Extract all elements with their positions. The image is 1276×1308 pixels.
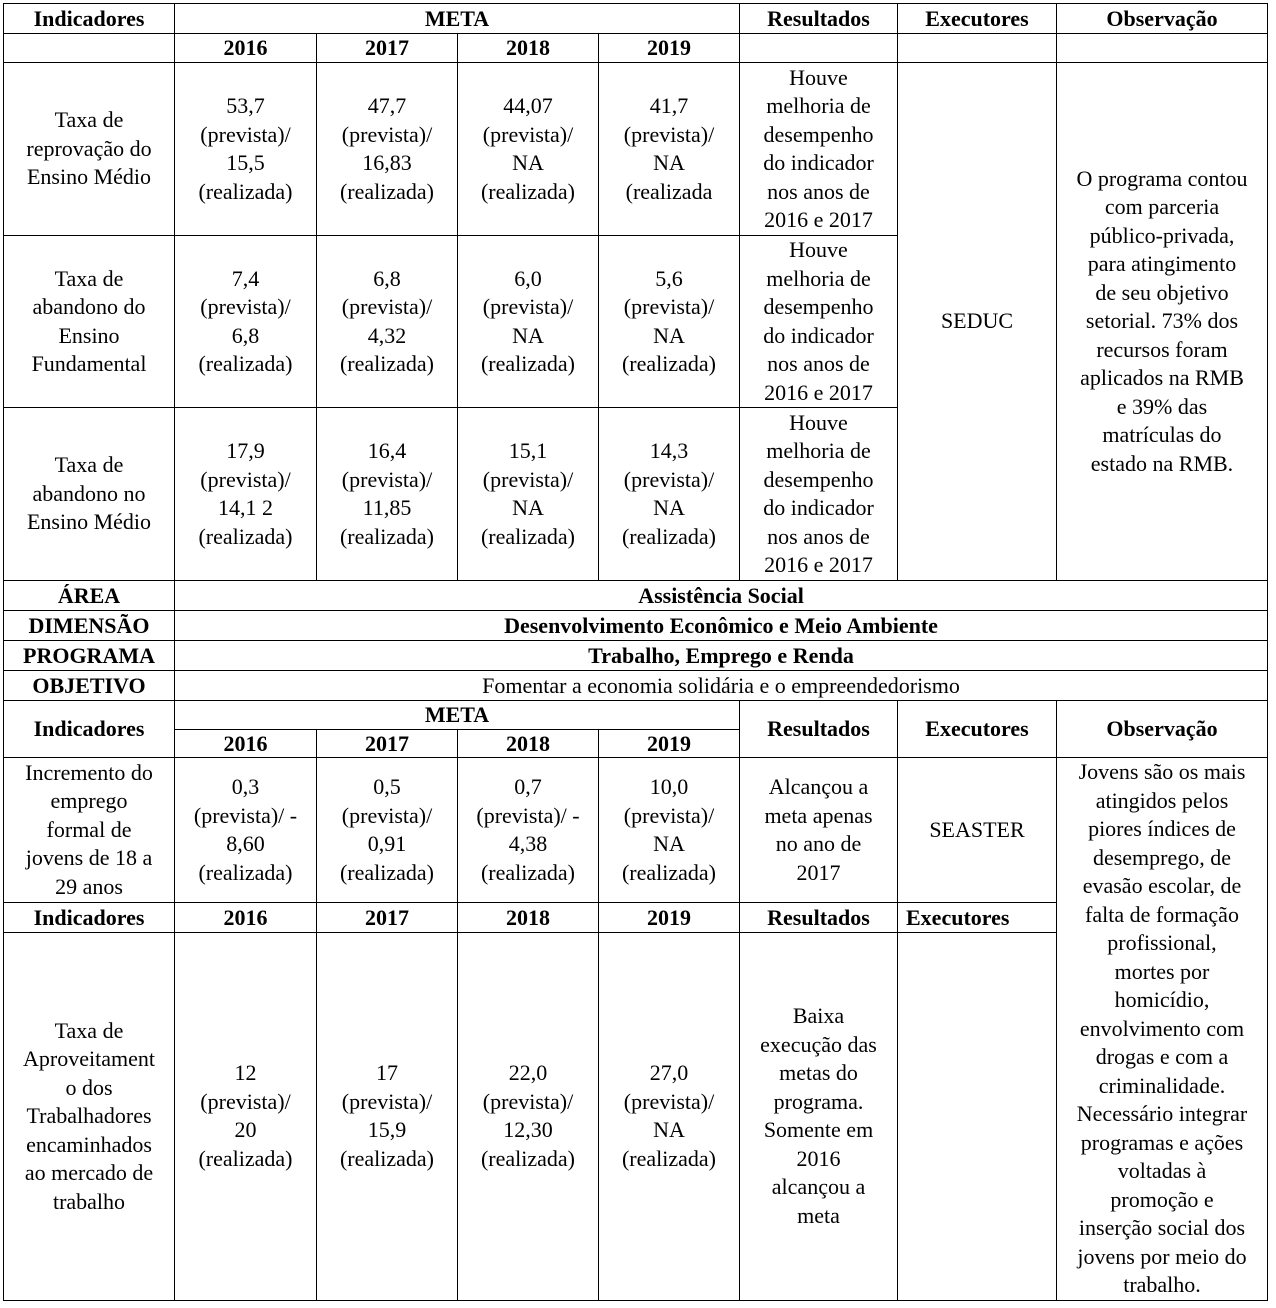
meta-value-2017: 17 (prevista)/ 15,9 (realizada) [317,933,458,1300]
table-row [4,63,1268,236]
header-year-2019: 2019 [599,903,740,933]
header-year-2018: 2018 [458,730,599,758]
meta-value-2017: 16,4 (prevista)/ 11,85 (realizada) [317,408,458,581]
resultado: Houve melhoria de desempenho do indicador nos anos de 2016 e 2017 [740,408,898,581]
meta-value-2018: 15,1 (prevista)/ NA (realizada) [458,408,599,581]
observacao: O programa contou com parceria público-privada, para atingimento de seu objetivo setorial. 73% dos recursos foram aplicados na RMB e 39% das matrículas do estado na RMB. [1057,63,1268,581]
header-executores: Executores [898,903,1057,933]
meta-value-2018: 6,0 (prevista)/ NA (realizada) [458,236,599,408]
header-resultados: Resultados [740,4,898,34]
header-executores: Executores [898,4,1057,34]
objetivo-label: OBJETIVO [4,671,175,701]
objetivo-value: Fomentar a economia solidária e o empreendedorismo [175,671,1268,701]
indicator-name: Taxa de abandono no Ensino Médio [4,408,175,581]
header-observacao: Observação [1057,4,1268,34]
meta-value-2019: 10,0 (prevista)/ NA (realizada) [599,758,740,903]
area-label: ÁREA [4,581,175,611]
observacao: Jovens são os mais atingidos pelos piores índices de desemprego, de evasão escolar, de falta de formação profissional, mortes por homicídio, envolvimento com drogas e com a criminalidade. Necessário integrar programas e ações voltadas à promoção e inserção social dos jovens por meio do trabalho. [1057,758,1268,1301]
header-resultados: Resultados [740,903,898,933]
header-year-2016: 2016 [175,730,317,758]
resultado: Houve melhoria de desempenho do indicador nos anos de 2016 e 2017 [740,236,898,408]
area-value: Assistência Social [175,581,1268,611]
header-year-2019: 2019 [599,730,740,758]
header-indicadores: Indicadores [4,4,175,34]
executor: SEDUC [898,63,1057,581]
meta-value-2017: 6,8 (prevista)/ 4,32 (realizada) [317,236,458,408]
meta-value-2019: 27,0 (prevista)/ NA (realizada) [599,933,740,1300]
header-year-2019: 2019 [599,34,740,63]
executor [898,933,1057,1300]
meta-value-2016: 17,9 (prevista)/ 14,1 2 (realizada) [175,408,317,581]
meta-value-2016: 12 (prevista)/ 20 (realizada) [175,933,317,1300]
meta-value-2018: 0,7 (prevista)/ - 4,38 (realizada) [458,758,599,903]
header-year-2018: 2018 [458,34,599,63]
indicator-name: Taxa de Aproveitament o dos Trabalhadores encaminhados ao mercado de trabalho [4,933,175,1300]
table-row [4,758,1268,903]
header-resultados: Resultados [740,701,898,758]
meta-value-2017: 0,5 (prevista)/ 0,91 (realizada) [317,758,458,903]
header-blank [1057,34,1268,63]
indicators-table [3,3,1268,1301]
meta-value-2018: 44,07 (prevista)/ NA (realizada) [458,63,599,236]
meta-value-2018: 22,0 (prevista)/ 12,30 (realizada) [458,933,599,1300]
header-blank [4,34,175,63]
header-meta: META [175,701,740,730]
meta-value-2019: 41,7 (prevista)/ NA (realizada [599,63,740,236]
header-year-2017: 2017 [317,730,458,758]
header-executores: Executores [898,701,1057,758]
programa-label: PROGRAMA [4,641,175,671]
header-indicadores: Indicadores [4,701,175,758]
resultado: Alcançou a meta apenas no ano de 2017 [740,758,898,903]
meta-value-2016: 7,4 (prevista)/ 6,8 (realizada) [175,236,317,408]
header-year-2017: 2017 [317,34,458,63]
dimensao-value: Desenvolvimento Econômico e Meio Ambiente [175,611,1268,641]
header-meta: META [175,4,740,34]
resultado: Houve melhoria de desempenho do indicador nos anos de 2016 e 2017 [740,63,898,236]
executor: SEASTER [898,758,1057,903]
programa-value: Trabalho, Emprego e Renda [175,641,1268,671]
indicator-name: Taxa de abandono do Ensino Fundamental [4,236,175,408]
meta-value-2019: 14,3 (prevista)/ NA (realizada) [599,408,740,581]
dimensao-label: DIMENSÃO [4,611,175,641]
meta-value-2016: 53,7 (prevista)/ 15,5 (realizada) [175,63,317,236]
header-year-2017: 2017 [317,903,458,933]
header-blank [740,34,898,63]
header-year-2016: 2016 [175,903,317,933]
indicator-name: Taxa de reprovação do Ensino Médio [4,63,175,236]
header-year-2018: 2018 [458,903,599,933]
meta-value-2016: 0,3 (prevista)/ - 8,60 (realizada) [175,758,317,903]
header-year-2016: 2016 [175,34,317,63]
header-blank [898,34,1057,63]
header-observacao: Observação [1057,701,1268,758]
meta-value-2019: 5,6 (prevista)/ NA (realizada) [599,236,740,408]
indicator-name: Incremento do emprego formal de jovens de 18 a 29 anos [4,758,175,903]
meta-value-2017: 47,7 (prevista)/ 16,83 (realizada) [317,63,458,236]
resultado: Baixa execução das metas do programa. Somente em 2016 alcançou a meta [740,933,898,1300]
header-indicadores: Indicadores [4,903,175,933]
